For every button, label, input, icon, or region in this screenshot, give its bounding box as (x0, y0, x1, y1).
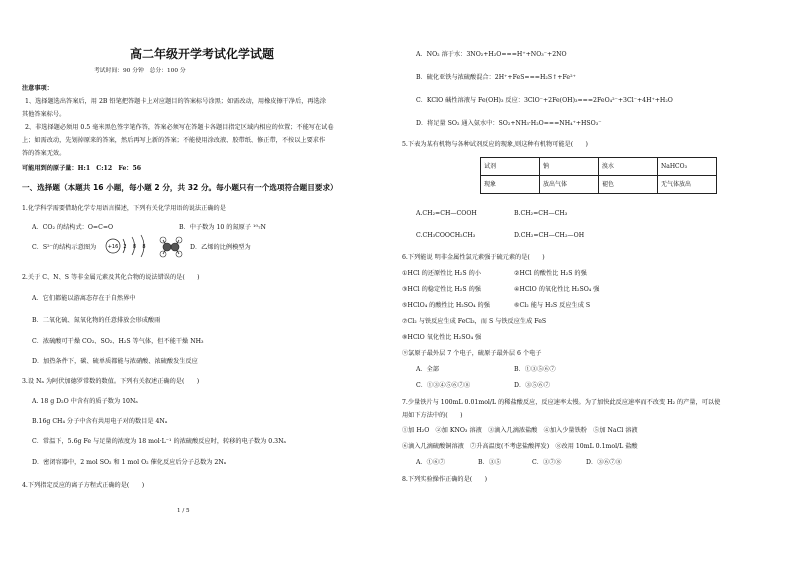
exam-meta: 考试时间：90 分钟 总分：100 分 (94, 68, 186, 74)
q1-option-a: A．CO₂ 的结构式：O=C=O (32, 224, 114, 231)
table-cell: 试剂 (481, 158, 540, 176)
q3-option-c: C．常温下，5.6g Fe 与足量的浓度为 18 mol·L⁻¹ 的浓硫酸反应时，转移的电子数为 0.3Nₐ (32, 438, 286, 445)
notes-line-4: 上；如需改动，先划掉原来的答案，然后再写上新的答案；不能使用涂改液、胶带纸、修正带，不按以上要求作 (22, 137, 326, 144)
shell-2-count: 8 (132, 244, 137, 250)
table-row (481, 158, 717, 176)
section-title: 一、选择题（本题共 16 小题，每小题 2 分，共 32 分。每小题只有一个选项符合题目要求） (22, 183, 338, 192)
q4-stem: 4.下列指定反应的离子方程式正确的是( ) (22, 482, 145, 489)
q3-option-a: A. 18 g D₂O 中含有的质子数为 10Nₐ (32, 398, 138, 405)
q1-option-c: C．S²⁻的结构示意图为 (32, 244, 97, 251)
q7-option-c: C．③⑦⑧ (532, 459, 562, 466)
q6-statement-1: ①HCl 的还原性比 H₂S 的小 (402, 270, 481, 277)
q6-stem: 6.下列能说 明非金属性氯元素强于硫元素的是( ) (402, 254, 545, 261)
q7-option-b: B．③⑤ (478, 459, 502, 466)
q2-option-a: A．它们都能以游离态存在于自然界中 (32, 295, 136, 302)
q7-stem-line-1: 7.少量铁片与 100mL 0.01mol/L 的稀盐酸反应，反应速率太慢。为了加快此反应速率而不改变 H₂ 的产量，可以使 (402, 399, 721, 406)
shell-3-count: 8 (142, 244, 146, 250)
q5-stem: 5.下表为某有机物与各种试剂反应的现象,则这种有机物可能是( ) (402, 141, 588, 148)
q6-statement-3: ③HCl 的稳定性比 H₂S 的强 (402, 286, 481, 293)
q6-statement-6: ⑥Cl₂ 能与 H₂S 反应生成 S (514, 302, 591, 309)
table-cell: 现象 (481, 176, 540, 194)
q5-option-b: B.CH₂=CH—CH₃ (514, 210, 568, 217)
q7-methods-line-1: ①加 H₂O ②加 KNO₃ 溶液 ③滴入几滴浓盐酸 ④加入少量铁粉 ⑤加 NaCl 溶液 (402, 427, 638, 434)
table-cell: 放出气体 (540, 176, 599, 194)
table-cell: 无气体放出 (658, 176, 717, 194)
q4-option-a: A．NO₂ 溶于水：3NO₂+H₂O===H⁺+NO₃⁻+2NO (416, 51, 567, 58)
q6-option-a: A．全部 (416, 366, 440, 373)
q6-option-d: D．③⑤⑥⑦ (514, 382, 550, 389)
notes-label: 注意事项： (22, 85, 53, 92)
q1-stem: 1.化学科学需要借助化学专用语言描述，下列有关化学用语的说法正确的是 (22, 205, 226, 212)
q6-option-b: B．①③⑤⑥⑦ (514, 366, 556, 373)
q6-statement-2: ②HCl 的酸性比 H₂S 的强 (514, 270, 587, 277)
q6-statement-8: ⑧HClO 氧化性比 H₂SO₄ 强 (402, 334, 482, 341)
q5-option-c: C.CH₃COOCH₂CH₃ (416, 232, 476, 239)
q6-statement-5: ⑤HClO₄ 的酸性比 H₂SO₄ 的强 (402, 302, 490, 309)
q3-option-b: B.16g CH₄ 分子中含有共用电子对的数目是 4Nₐ (32, 418, 168, 425)
shell-1-count: 2 (123, 244, 127, 250)
q5-option-d: D.CH₂=CH—CH₂—OH (514, 232, 585, 239)
q2-option-d: D．加热条件下，碳、硫单质都能与浓硝酸、浓硫酸发生反应 (32, 358, 198, 365)
q4-option-d: D．将足量 SO₂ 通入氨水中：SO₂+NH₃·H₂O===NH₄⁺+HSO₃⁻ (416, 120, 602, 127)
q6-statement-9: ⑨氯原子最外层 7 个电子，硫原子最外层 6 个电子 (402, 350, 542, 357)
sulfide-ion-structure-diagram (104, 234, 154, 258)
q5-option-a: A.CH₂=CH—COOH (416, 210, 477, 217)
table-row (481, 176, 717, 194)
q7-methods-line-2: ⑥滴入几滴硫酸铜溶液 ⑦升高温度(不考虑盐酸挥发) ⑧改用 10mL 0.1mol/L 盐酸 (402, 443, 638, 450)
table-cell: 褪色 (599, 176, 658, 194)
q3-stem: 3.设 Nₐ 为阿伏加德罗常数的数值。下列有关叙述正确的是( ) (22, 378, 200, 385)
notes-line-1: 1、选择题选出答案后，用 2B 铅笔把答题卡上对应题目的答案标号涂黑；如需改动，用橡皮擦干净后，再选涂 (25, 98, 326, 105)
table-cell: 钠 (540, 158, 599, 176)
q4-option-b: B．硫化亚铁与浓硫酸混合：2H⁺+FeS===H₂S↑+Fe²⁺ (416, 74, 576, 81)
q2-option-c: C．浓硫酸可干燥 CO₂、SO₂、H₂S 等气体，但不能干燥 NH₃ (32, 338, 204, 345)
q7-option-d: D．③⑥⑦⑧ (586, 459, 622, 466)
notes-line-5: 答的答案无效。 (22, 150, 66, 157)
q4-option-c: C．KClO 碱性溶液与 Fe(OH)₃ 反应：3ClO⁻+2Fe(OH)₃===2FeO₄²⁻+3Cl⁻+4H⁺+H₂O (416, 97, 673, 104)
page-title: 高二年级开学考试化学试题 (130, 47, 275, 61)
ethylene-model-icon (157, 236, 185, 258)
q2-option-b: B．二氧化硫、氮氧化物的任意排放会形成酸雨 (32, 317, 161, 324)
q3-option-d: D．密闭容器中，2 mol SO₂ 和 1 mol O₂ 催化反应后分子总数为 2Nₐ (32, 459, 227, 466)
q8-stem: 8.下列实验操作正确的是( ) (402, 476, 487, 483)
nucleus-charge-label: +16 (107, 244, 119, 250)
reagent-table (480, 157, 717, 194)
page-number: 1 / 5 (177, 508, 190, 514)
q6-option-c: C．①③④⑤⑥⑦⑧ (416, 382, 471, 389)
atomic-mass-line: 可能用到的原子量：H:1 C:12 Fe：56 (22, 165, 142, 172)
notes-line-2: 其他答案标号。 (22, 111, 66, 118)
q1-option-d: D．乙烯的比例模型为 (190, 244, 251, 251)
q7-stem-line-2: 用如下方法中的( ) (402, 412, 463, 419)
q6-statement-4: ④HClO 的氧化性比 H₂SO₄ 强 (514, 286, 600, 293)
table-cell: 溴水 (599, 158, 658, 176)
table-cell: NaHCO₃ (658, 158, 717, 176)
q7-option-a: A．①⑥⑦ (416, 459, 446, 466)
q2-stem: 2.关于 C、N、S 等非金属元素及其化合物的说法错误的是( ) (22, 274, 200, 281)
q1-option-b: B．中子数为 10 的氮原子 ¹⁰₇N (179, 224, 266, 231)
q6-statement-7: ⑦Cl₂ 与铁反应生成 FeCl₃，而 S 与铁反应生成 FeS (402, 318, 547, 325)
notes-line-3: 2、非选择题必须用 0.5 毫米黑色签字笔作答，答案必须写在答题卡各题目指定区域内相应的位置；不能写在试卷 (25, 124, 334, 131)
